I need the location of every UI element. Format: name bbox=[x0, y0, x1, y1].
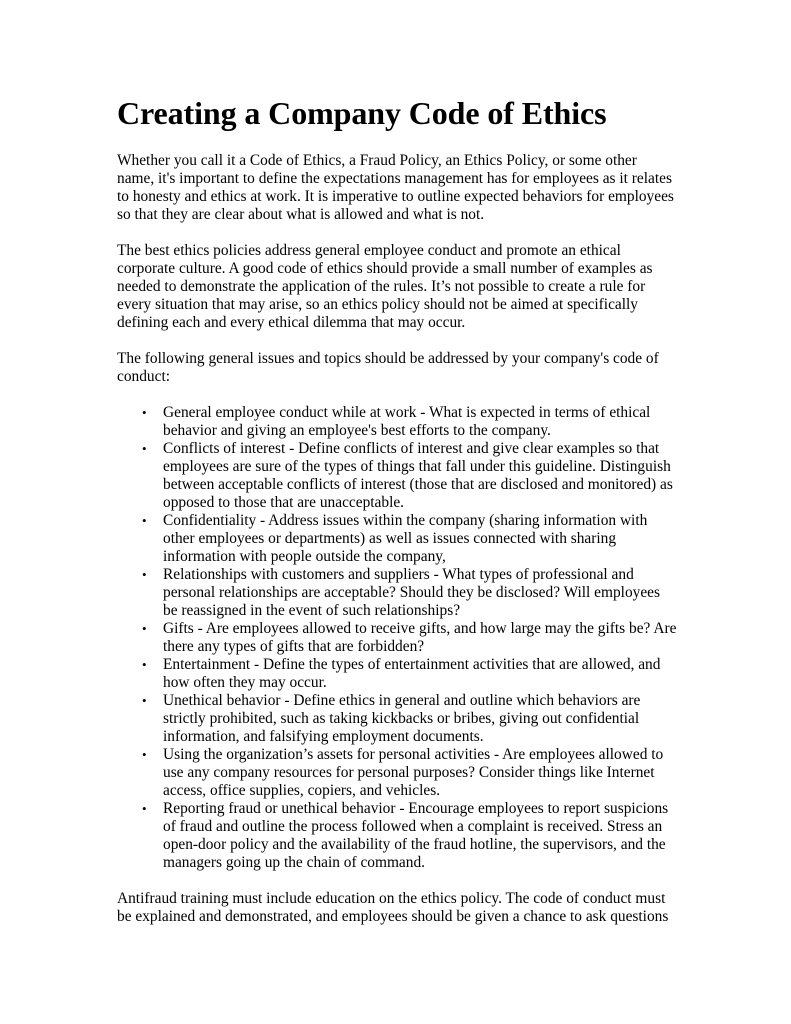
list-item-text: Reporting fraud or unethical behavior - Encourage employees to report suspicions of fraud and outline the process followed when a complaint is received. Stress an open-door policy and the availability of the fraud hotline, the supervisors, and the managers going up the chain of command. bbox=[163, 800, 669, 871]
topics-list bbox=[117, 404, 677, 872]
list-item bbox=[117, 620, 677, 656]
bullet-icon: • bbox=[142, 747, 147, 762]
bullet-icon: • bbox=[142, 405, 147, 420]
list-item bbox=[117, 656, 677, 692]
closing-paragraph: Antifraud training must include education on the ethics policy. The code of conduct must be explained and demonstrated, and employees should be given a chance to ask questions bbox=[117, 890, 669, 925]
list-item-text: Relationships with customers and suppliers - What types of professional and personal relationships are acceptable? Should they be disclosed? Will employees be reassigned in the event of such relationships? bbox=[163, 566, 660, 619]
document-page bbox=[117, 94, 677, 944]
bullet-icon: • bbox=[142, 513, 147, 528]
list-item-text: Gifts - Are employees allowed to receive gifts, and how large may the gifts be? Are there any types of gifts that are forbidden? bbox=[163, 620, 677, 655]
list-item bbox=[117, 512, 677, 566]
list-item bbox=[117, 800, 677, 872]
best-policies-paragraph: The best ethics policies address general employee conduct and promote an ethical corporate culture. A good code of ethics should provide a small number of examples as needed to demonstrate the application of the rules. It’s not possible to create a rule for every situation that may arise, so an ethics policy should not be aimed at specifically defining each and every ethical dilemma that may occur. bbox=[117, 242, 653, 331]
bullet-icon: • bbox=[142, 657, 147, 672]
list-item-text: Unethical behavior - Define ethics in general and outline which behaviors are strictly prohibited, such as taking kickbacks or bribes, giving out confidential information, and falsifying employment documents. bbox=[163, 692, 641, 745]
intro-paragraph: Whether you call it a Code of Ethics, a Fraud Policy, an Ethics Policy, or some other name, it's important to define the expectations management has for employees as it relates to honesty and ethics at work. It is imperative to outline expected behaviors for employees so that they are clear about what is allowed and what is not. bbox=[117, 152, 674, 223]
bullet-icon: • bbox=[142, 441, 147, 456]
topics-intro-paragraph: The following general issues and topics should be addressed by your company's code of conduct: bbox=[117, 350, 659, 385]
list-item-text: Confidentiality - Address issues within the company (sharing information with other employees or departments) as well as issues connected with sharing information with people outside the company, bbox=[163, 512, 648, 565]
bullet-icon: • bbox=[142, 801, 147, 816]
list-item-text: Entertainment - Define the types of entertainment activities that are allowed, and how often they may occur. bbox=[163, 656, 661, 691]
list-item bbox=[117, 566, 677, 620]
list-item bbox=[117, 692, 677, 746]
list-item bbox=[117, 746, 677, 800]
document-title: Creating a Company Code of Ethics bbox=[117, 95, 607, 131]
list-item bbox=[117, 404, 677, 440]
bullet-icon: • bbox=[142, 693, 147, 708]
list-item-text: Using the organization’s assets for personal activities - Are employees allowed to use any company resources for personal purposes? Consider things like Internet access, office supplies, copiers, and vehicles. bbox=[163, 746, 664, 799]
bullet-icon: • bbox=[142, 621, 147, 636]
list-item-text: Conflicts of interest - Define conflicts of interest and give clear examples so that employees are sure of the types of things that fall under this guideline. Distinguish between acceptable conflicts of interest (those that are disclosed and monitored) as opposed to those that are unacceptable. bbox=[163, 440, 673, 511]
list-item-text: General employee conduct while at work - What is expected in terms of ethical behavior and giving an employee's best efforts to the company. bbox=[163, 404, 651, 439]
list-item bbox=[117, 440, 677, 512]
bullet-icon: • bbox=[142, 567, 147, 582]
